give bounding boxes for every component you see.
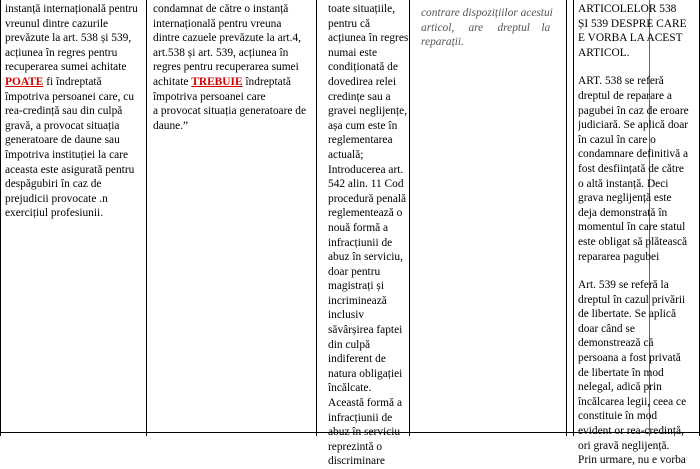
text-fragment: îndreptată bbox=[242, 75, 291, 88]
text-line: Această formă a bbox=[328, 397, 402, 410]
text-line: acțiunea în regres bbox=[328, 32, 408, 45]
text-line: evident or rea-credință, bbox=[578, 425, 684, 438]
text-line: a provocat situația generatoare de bbox=[153, 105, 307, 118]
text-line: dintre cazuele prevăzute la art.4, bbox=[153, 32, 301, 45]
text-line: abuz în serviciu, bbox=[328, 251, 403, 264]
text-line: inclusiv bbox=[328, 309, 365, 322]
text-line: din culpă bbox=[328, 338, 371, 351]
text-line: Prin urmare, nu e vorba bbox=[578, 454, 686, 467]
table-border-left bbox=[0, 0, 1, 436]
cell-government-view bbox=[421, 6, 564, 50]
text-line: credințe sau a bbox=[328, 90, 391, 103]
text-line: reglementarea bbox=[328, 134, 393, 147]
text-line: încălcate. bbox=[328, 382, 372, 395]
text-line: discriminare bbox=[328, 455, 385, 468]
text-line: abuz în serviciu bbox=[328, 426, 401, 439]
text-line: reprezintă o bbox=[328, 440, 383, 453]
text-line: 542 alin. 11 Cod bbox=[328, 178, 404, 191]
text-line: actuală; bbox=[328, 148, 364, 161]
text-fragment: fi îndreptată bbox=[43, 75, 102, 88]
cell-justification bbox=[328, 2, 408, 469]
text-line: E VORBA LA ACEST bbox=[578, 32, 683, 45]
emphasis-poate: POATE bbox=[5, 75, 44, 88]
text-line: de libertate. Se aplică bbox=[578, 308, 677, 321]
text-line: ȘI 539 DESPRE CARE bbox=[578, 17, 687, 30]
text-line: despăgubiri în caz de bbox=[5, 178, 102, 191]
text-line: daune.” bbox=[153, 119, 189, 132]
text-line: dovedirea relei bbox=[328, 75, 396, 88]
text-line: infracțiunii de bbox=[328, 236, 393, 249]
text-line: articol, are dreptul la bbox=[421, 21, 551, 34]
emphasis-trebuie: TREBUIE bbox=[191, 75, 243, 88]
text-line: demonstrează că bbox=[578, 337, 654, 350]
cell-current-text bbox=[5, 2, 145, 221]
text-line: săvârșirea faptei bbox=[328, 324, 403, 337]
text-line: doar când se bbox=[578, 322, 635, 335]
text-line: în cazul în care o bbox=[578, 133, 656, 146]
text-line: dreptul de reparare a bbox=[578, 89, 672, 102]
text-line: aceasta este asigurată pentru bbox=[5, 163, 135, 176]
text-line: infracțiunii de bbox=[328, 411, 393, 424]
text-line: gravă, a provocat situația bbox=[5, 119, 120, 132]
text-line: exercițiul profesiunii. bbox=[5, 207, 104, 220]
text-line: este obligat să plătească bbox=[578, 235, 688, 248]
text-line: gravei neglijențe, bbox=[328, 105, 408, 118]
text-line: rea-credință sau din culpă bbox=[5, 105, 123, 118]
text-line: incriminează bbox=[328, 294, 387, 307]
text-line: procedură penală bbox=[328, 192, 407, 205]
text-line: ori gravă neglijență. bbox=[578, 439, 670, 452]
text-line: condamnat de către o instanță bbox=[153, 3, 289, 15]
text-line: contrare dispozițiilor acestui bbox=[421, 7, 553, 19]
text-line: împotriva persoanei care, cu bbox=[5, 90, 135, 103]
text-line: repararea pagubei bbox=[578, 250, 660, 263]
text-line: recuperarea sumei achitate bbox=[5, 61, 127, 74]
text-line: momentul în care statul bbox=[578, 221, 686, 234]
text-line: fost desființată de către bbox=[578, 162, 684, 175]
text-line: vreunul dintre cazurile bbox=[5, 17, 109, 30]
column-divider bbox=[573, 0, 574, 436]
column-divider bbox=[409, 0, 410, 436]
text-line: prejudicii provocate .n bbox=[5, 192, 108, 205]
text-line: nelegal, adică prin bbox=[578, 381, 662, 394]
text-line: împotriva instituției la care bbox=[5, 148, 129, 161]
paragraph-gap bbox=[578, 60, 699, 74]
text-line: Introducerea art. bbox=[328, 163, 404, 176]
text-line: doar pentru bbox=[328, 265, 381, 278]
text-line: grava neglijență este bbox=[578, 192, 672, 205]
text-line: condamnare definitivă a bbox=[578, 148, 689, 161]
text-line: Art. 539 se referă la bbox=[578, 279, 669, 292]
text-line bbox=[153, 75, 315, 90]
text-line: persoana a fost privată bbox=[578, 352, 681, 365]
text-line: constituie în mod bbox=[578, 410, 658, 423]
text-line: indiferent de bbox=[328, 353, 386, 366]
text-fragment: achitate bbox=[153, 75, 192, 88]
text-line: deja demonstrată în bbox=[578, 206, 668, 219]
text-line: condiționată de bbox=[328, 61, 398, 74]
text-line: ARTICOLELOR 538 bbox=[578, 3, 677, 15]
text-line: nouă formă a bbox=[328, 221, 389, 234]
text-line: ARTICOL. bbox=[578, 46, 630, 59]
text-line: art.538 și art. 539, acțiunea în bbox=[153, 46, 289, 59]
text-line: toate situațiile, bbox=[328, 3, 396, 15]
cell-observations bbox=[578, 2, 699, 468]
text-line: pagubei în caz de eroare bbox=[578, 104, 689, 117]
text-line: judiciară. Se aplică doar bbox=[578, 119, 689, 132]
text-line: așa cum este în bbox=[328, 119, 398, 132]
paragraph-gap bbox=[578, 264, 699, 278]
text-line: numai este bbox=[328, 46, 378, 59]
text-line: generatoare de daune sau bbox=[5, 134, 120, 147]
text-line: dreptul în cazul privării bbox=[578, 293, 686, 306]
text-line: magistrați și bbox=[328, 280, 384, 293]
text-line: regres pentru recuperarea sumei bbox=[153, 61, 299, 74]
text-line: natura obligației bbox=[328, 367, 403, 380]
text-line: acțiunea în regres pentru bbox=[5, 46, 118, 59]
text-line: împotriva persoanei care bbox=[153, 90, 266, 103]
text-line: instanță internațională pentru bbox=[5, 3, 138, 15]
text-line: încălcarea legii, ceea ce bbox=[578, 395, 687, 408]
text-line bbox=[5, 75, 145, 90]
column-divider bbox=[316, 0, 317, 436]
cell-proposed-text bbox=[153, 2, 315, 133]
text-line: de libertate în mod bbox=[578, 366, 664, 379]
text-line: internațională pentru vreuna bbox=[153, 17, 282, 30]
text-line: ART. 538 se referă bbox=[578, 75, 664, 88]
column-divider bbox=[566, 0, 567, 436]
text-line: o altă instanță. Deci bbox=[578, 177, 669, 190]
text-line: pentru că bbox=[328, 17, 371, 30]
text-line: reparații. bbox=[421, 36, 464, 49]
column-divider bbox=[146, 0, 147, 436]
text-line: reglementează o bbox=[328, 207, 403, 220]
text-line: prevăzute la art. 538 și 539, bbox=[5, 32, 132, 45]
